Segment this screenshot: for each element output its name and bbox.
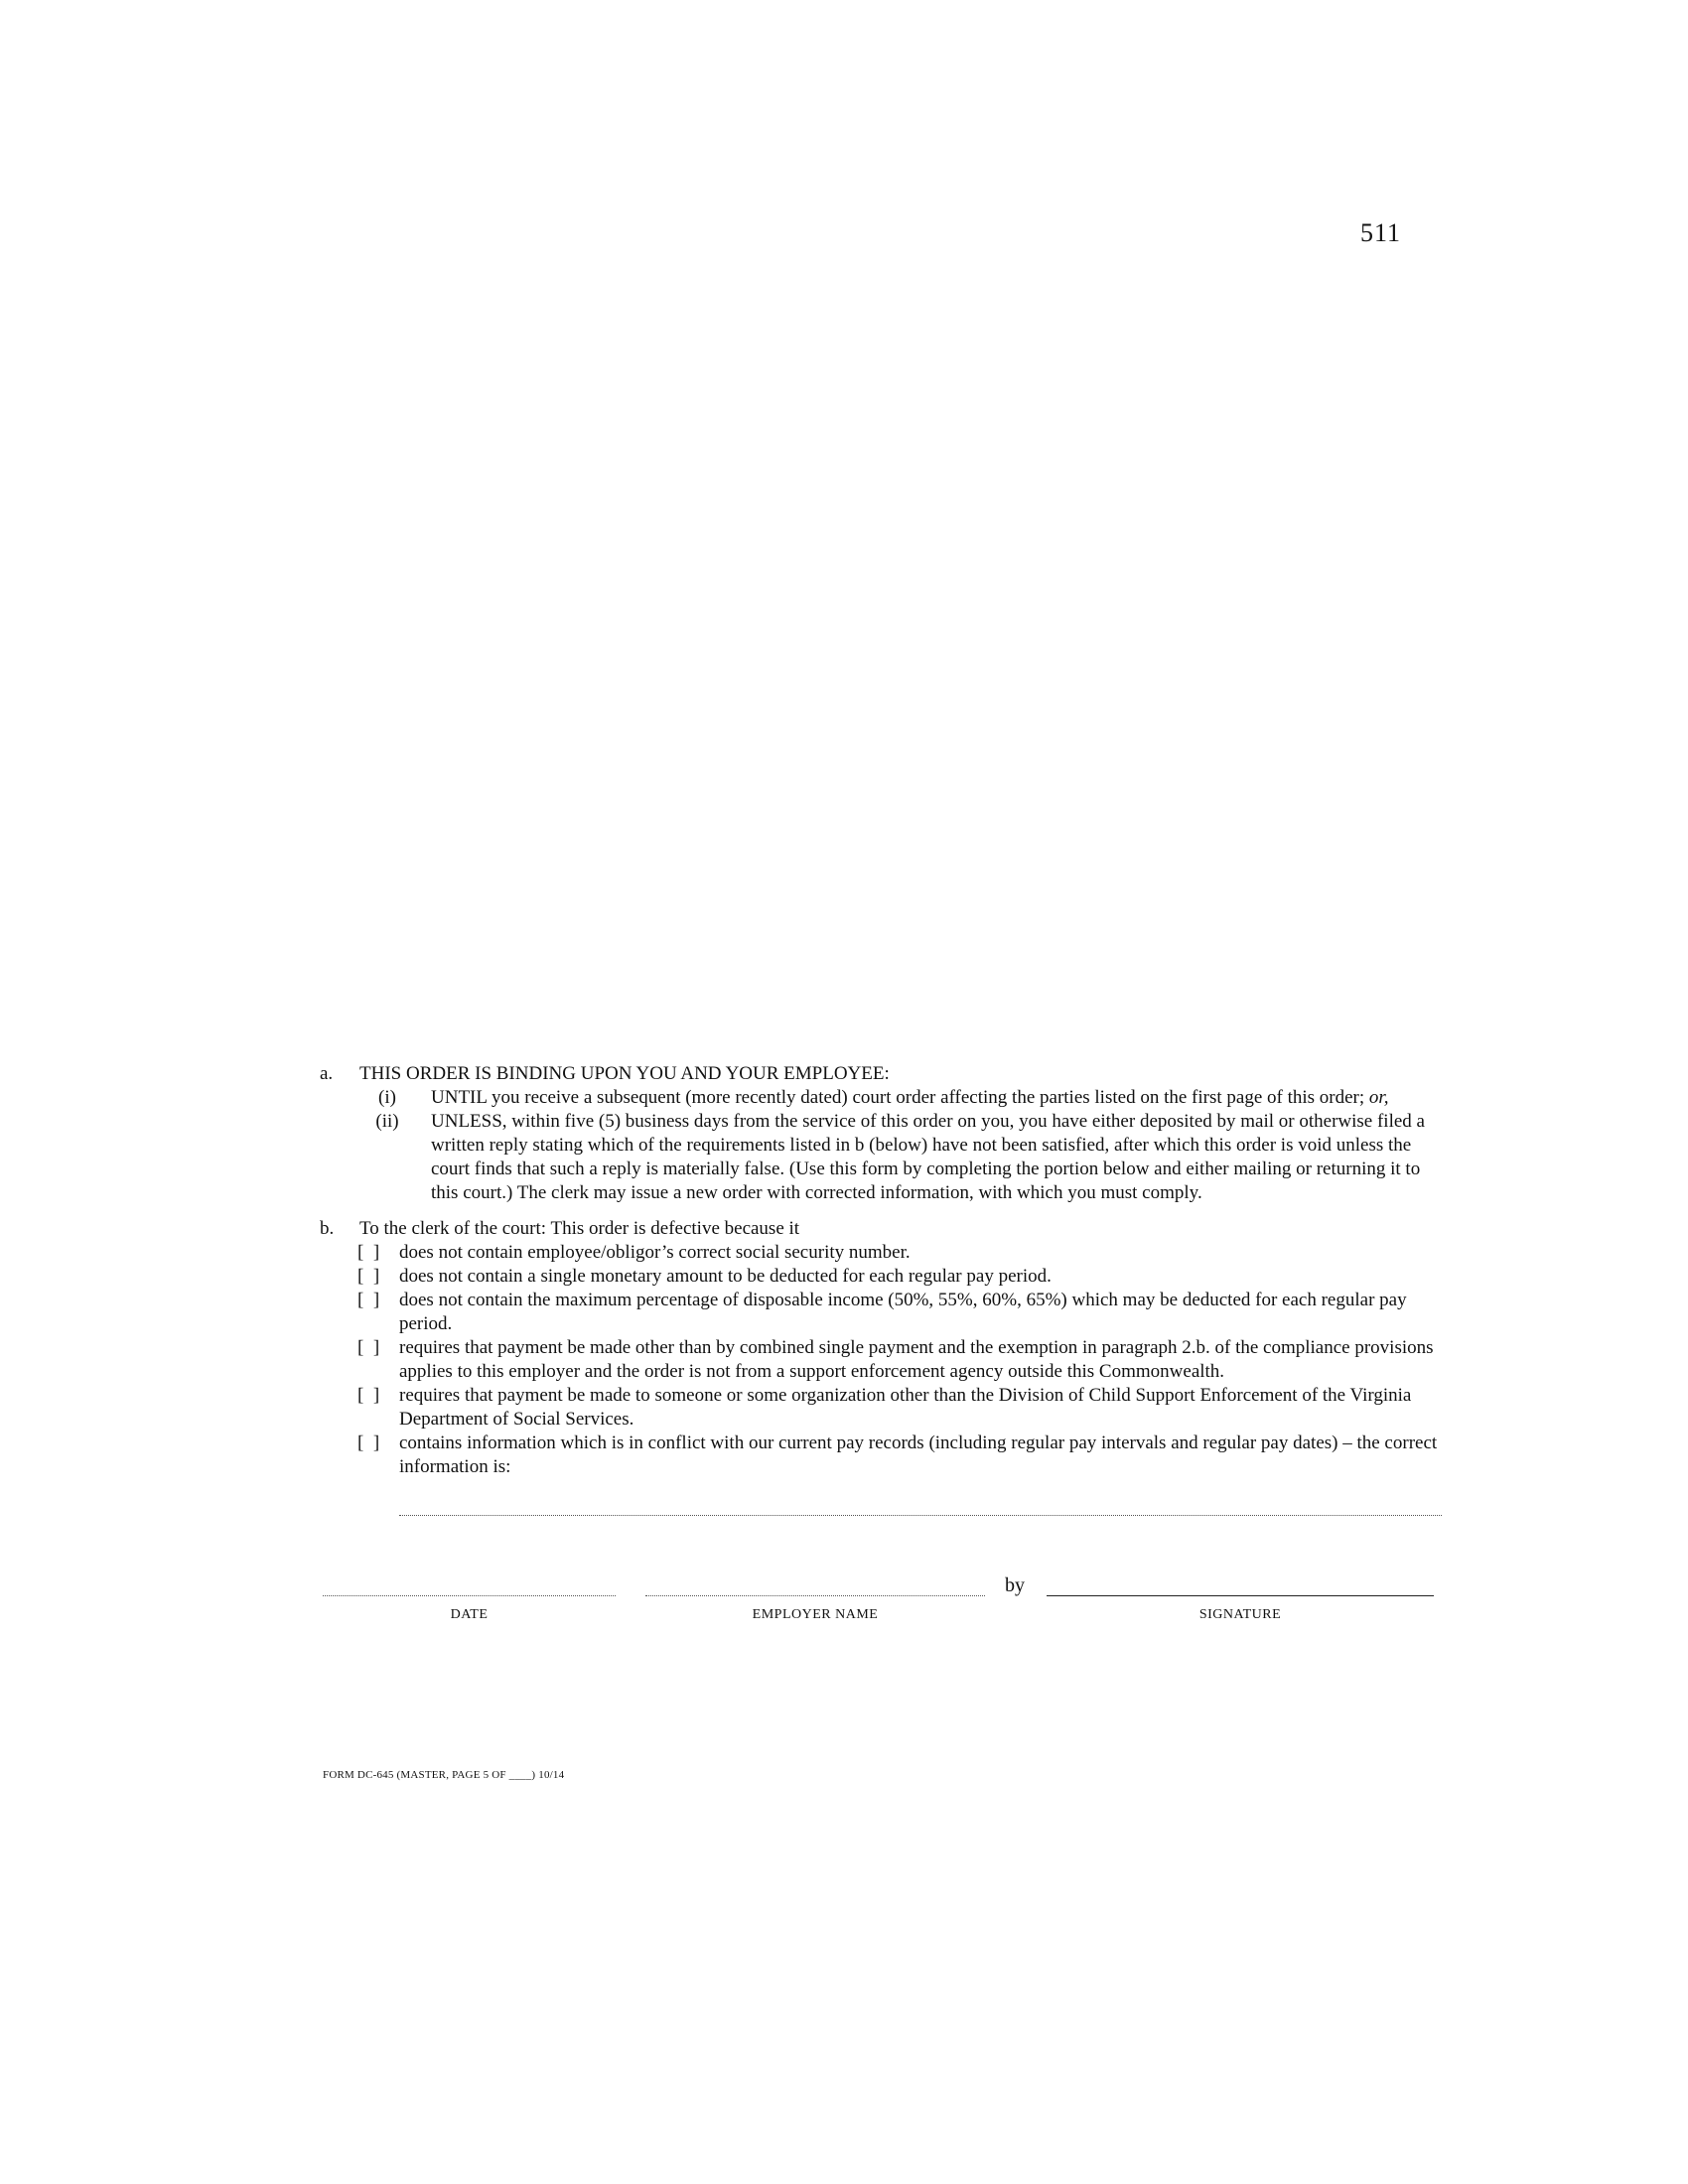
defect-checkbox-payment-method[interactable]: [ ]	[357, 1337, 380, 1358]
defect-item-ssn	[357, 1241, 1442, 1265]
defect-text-pay-records: contains information which is in conflict with our current pay records (including regular pay intervals and regular pay dates) – the correct information is:	[399, 1433, 1438, 1477]
signature-line	[1047, 1595, 1434, 1596]
section-a-item-ii	[375, 1110, 1442, 1205]
defect-item-payee	[357, 1384, 1442, 1432]
correct-information-field[interactable]	[399, 1515, 1442, 1516]
signature-row	[320, 1566, 1442, 1625]
signature-label: SIGNATURE	[1198, 1607, 1282, 1622]
item-text-i: UNTIL you receive a subsequent (more recently dated) court order affecting the parties listed on the first page of this order;	[431, 1087, 1369, 1108]
section-b-label: b.	[320, 1218, 335, 1239]
item-text-ii: UNLESS, within five (5) business days from the service of this order on you, you have either deposited by mail or otherwise filed a written reply stating which of the requirements listed in b (below) have not been satisfied, after which this order is void unless the court finds that such a reply is materially false. (Use this form by completing the portion below and either mailing or returning it to this court.) The clerk may issue a new order with corrected information, with which you must comply.	[431, 1111, 1425, 1203]
section-b	[320, 1217, 1442, 1516]
defect-item-pay-records	[357, 1432, 1442, 1479]
item-label-i: (i)	[378, 1087, 396, 1108]
section-a-item-i	[378, 1086, 1442, 1110]
form-footer: FORM DC-645 (MASTER, PAGE 5 OF ____) 10/14	[323, 1769, 565, 1781]
defect-checkbox-amount[interactable]: [ ]	[357, 1266, 380, 1287]
defect-checkbox-percentage[interactable]: [ ]	[357, 1290, 380, 1310]
page-number: 511	[1360, 218, 1402, 247]
section-b-heading: To the clerk of the court: This order is defective because it	[359, 1218, 800, 1239]
defect-text-percentage: does not contain the maximum percentage of disposable income (50%, 55%, 60%, 65%) which may be deducted for each regular pay period.	[399, 1290, 1407, 1334]
defect-text-ssn: does not contain employee/obligor’s correct social security number.	[399, 1242, 911, 1263]
employer-name-line	[645, 1595, 985, 1596]
section-a-label: a.	[320, 1063, 334, 1084]
section-a-heading: THIS ORDER IS BINDING UPON YOU AND YOUR EMPLOYEE:	[359, 1063, 890, 1084]
section-a	[320, 1062, 1442, 1205]
item-text-i-emphasis: or,	[1368, 1087, 1389, 1108]
defect-item-percentage	[357, 1289, 1442, 1336]
employer-name-label: EMPLOYER NAME	[752, 1607, 879, 1622]
date-label: DATE	[450, 1607, 489, 1622]
defect-text-payee: requires that payment be made to someone or some organization other than the Division of Child Support Enforcement of the Virginia Department of Social Services.	[399, 1385, 1412, 1430]
order-content	[320, 1062, 1442, 1625]
defect-checkbox-ssn[interactable]: [ ]	[357, 1242, 380, 1263]
defect-checkbox-pay-records[interactable]: [ ]	[357, 1433, 380, 1453]
defect-item-payment-method	[357, 1336, 1442, 1384]
by-label: by	[1005, 1574, 1025, 1596]
defect-checkbox-payee[interactable]: [ ]	[357, 1385, 380, 1406]
defect-text-payment-method: requires that payment be made other than by combined single payment and the exemption in paragraph 2.b. of the compliance provisions applies to this employer and the order is not from a support enforcement agency outside this Commonwealth.	[399, 1337, 1434, 1382]
date-line	[323, 1595, 616, 1596]
defect-item-amount	[357, 1265, 1442, 1289]
item-label-ii: (ii)	[375, 1111, 399, 1132]
defect-text-amount: does not contain a single monetary amount to be deducted for each regular pay period.	[399, 1266, 1052, 1287]
